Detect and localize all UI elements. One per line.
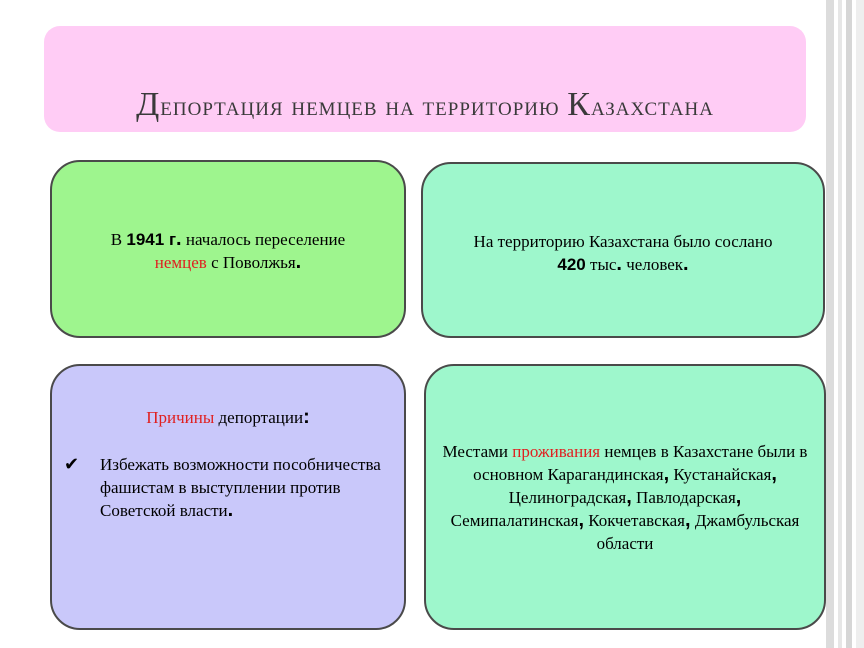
card-exile-text: На территорию Казахстана было сослано 420 тыс. человек. [473,232,773,275]
reasons-heading: Причины депортации: [146,406,310,428]
slide-title: Депортация немцев на территорию Казахстана [136,86,714,123]
reason-text: Избежать возможности пособничества фашистам в выступлении против Советской власти. [100,455,381,521]
card-resettlement-year [50,160,406,338]
title-banner [44,26,806,132]
card-resettlement-text: В 1941 г. началось переселение немцев с Поволжья. [110,228,346,273]
decorative-side-stripes [826,0,864,648]
card-residence-regions [424,364,826,630]
card-exile-count [421,162,825,338]
card-deportation-reasons [50,364,406,630]
residence-regions-text: Местами проживания немцев в Казахстане были в основном Карагандинская, Кустанайская, Целиноградская, Павлодарская, Семипалатинская, Кокчетавская, Джамбульская области [442,442,808,553]
check-icon: ✔ [64,454,80,475]
